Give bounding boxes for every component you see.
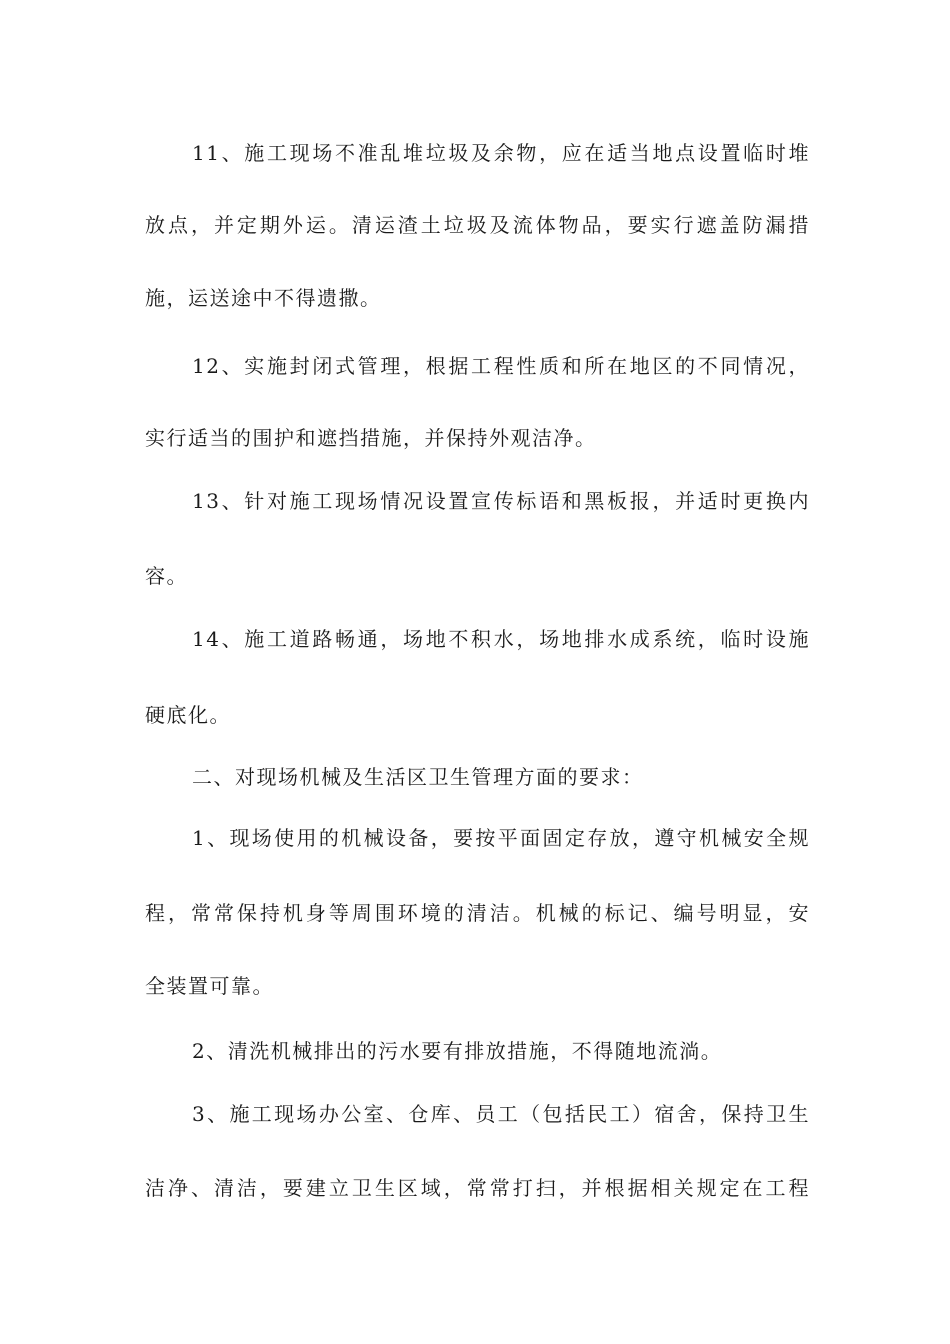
- paragraph-line: 3、施工现场办公室、仓库、员工（包括民工）宿舍，保持卫生: [192, 1102, 810, 1126]
- paragraph-line: 11、施工现场不准乱堆垃圾及余物，应在适当地点设置临时堆: [192, 141, 810, 165]
- section-heading: 二、对现场机械及生活区卫生管理方面的要求：: [192, 765, 644, 789]
- paragraph-line: 全装置可靠。: [145, 974, 274, 998]
- paragraph-line: 施，运送途中不得遗撒。: [145, 286, 382, 310]
- paragraph-line: 硬底化。: [145, 703, 231, 727]
- paragraph-line: 2、清洗机械排出的污水要有排放措施，不得随地流淌。: [192, 1039, 723, 1063]
- paragraph-line: 容。: [145, 564, 188, 588]
- paragraph-line: 实行适当的围护和遮挡措施，并保持外观洁净。: [145, 426, 597, 450]
- paragraph-line: 14、施工道路畅通，场地不积水，场地排水成系统，临时设施: [192, 627, 810, 651]
- paragraph-line: 洁净、清洁，要建立卫生区域，常常打扫，并根据相关规定在工程: [145, 1176, 810, 1200]
- paragraph-line: 程，常常保持机身等周围环境的清洁。机械的标记、编号明显，安: [145, 901, 810, 925]
- paragraph-line: 1、现场使用的机械设备，要按平面固定存放，遵守机械安全规: [192, 826, 810, 850]
- paragraph-line: 13、针对施工现场情况设置宣传标语和黑板报，并适时更换内: [192, 489, 810, 513]
- paragraph-line: 12、实施封闭式管理，根据工程性质和所在地区的不同情况，: [192, 354, 810, 378]
- paragraph-line: 放点，并定期外运。清运渣土垃圾及流体物品，要实行遮盖防漏措: [145, 213, 810, 237]
